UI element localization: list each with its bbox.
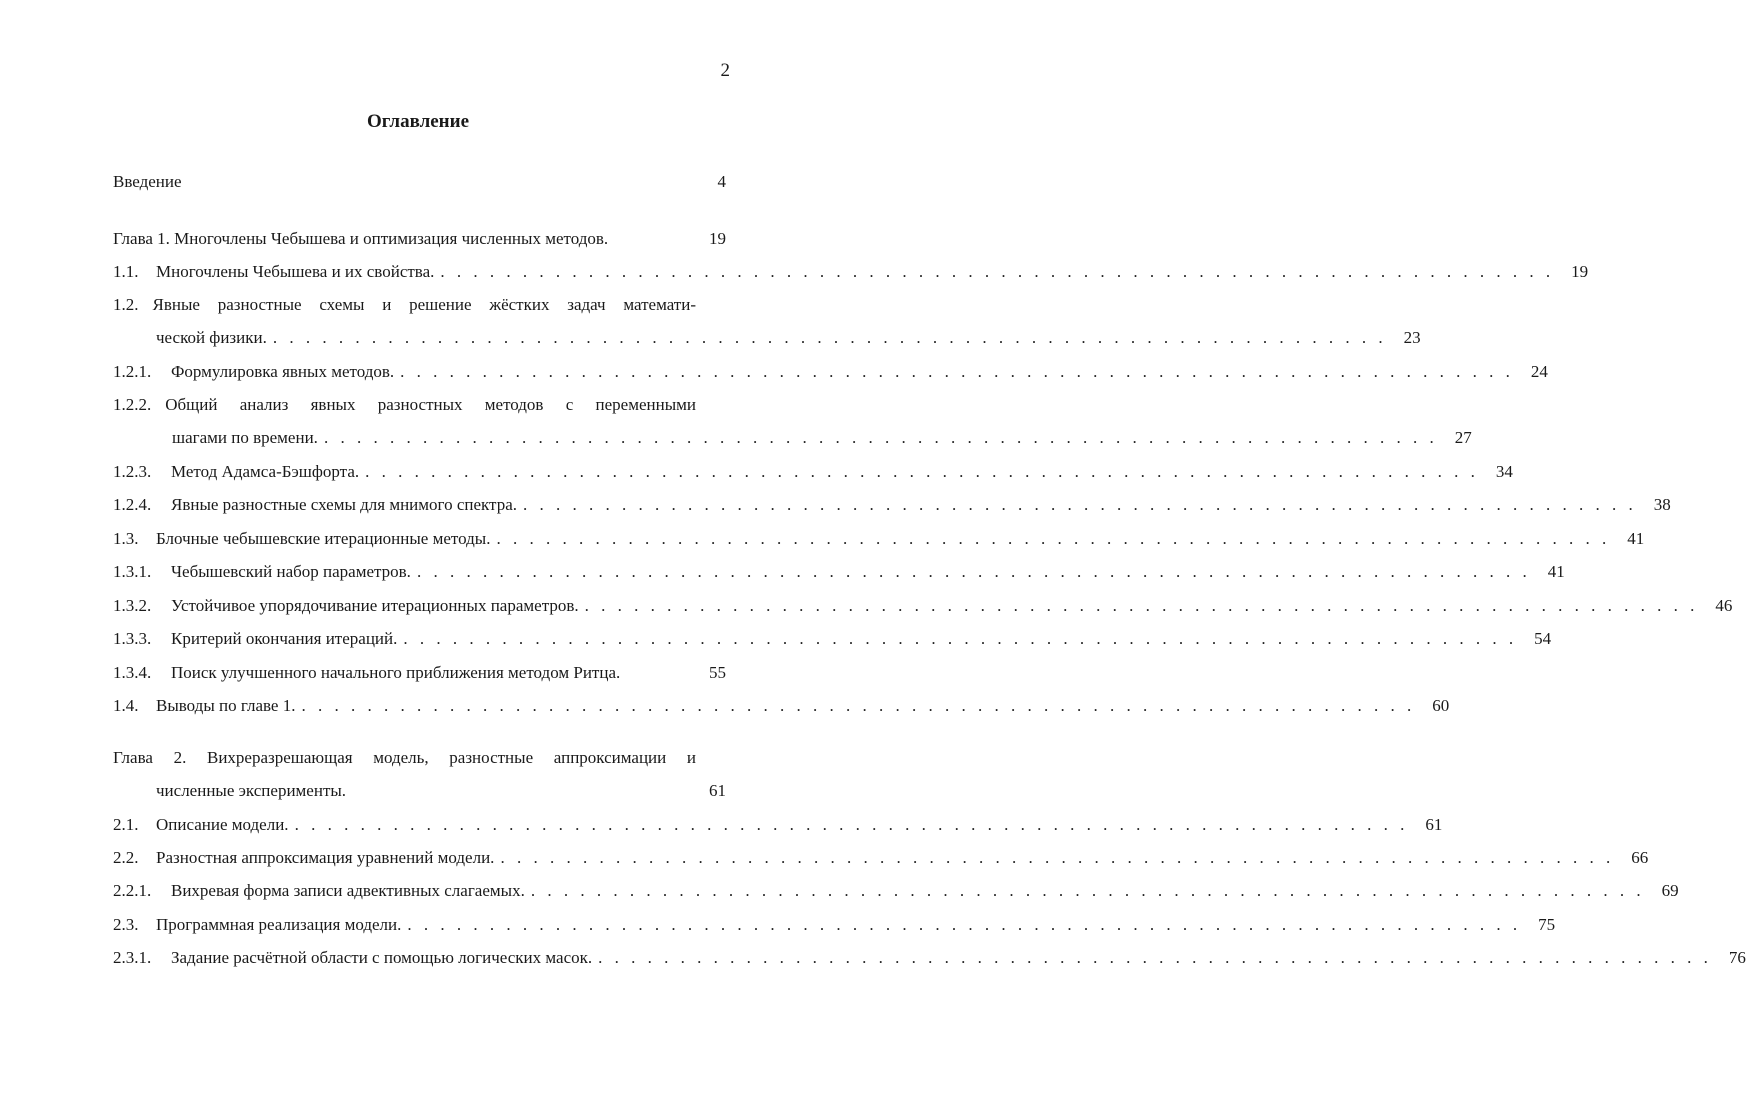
toc-entry-number: 1.2.3.: [113, 462, 152, 481]
toc-entry-text: Задание расчётной области с помощью логических масок.: [171, 948, 593, 967]
toc-entry-number: 2.2.: [113, 848, 139, 867]
toc-entry-page: 75: [1538, 915, 1556, 934]
toc-entry-1-2-line1[interactable]: [113, 292, 696, 318]
toc-entry-page: 19: [709, 229, 726, 248]
toc-entry-text: Глава 1. Многочлены Чебышева и оптимизация численных методов.: [113, 229, 609, 248]
toc-entry-text: численные эксперименты.: [156, 781, 347, 800]
toc-dot-leader: [434, 259, 1554, 285]
toc-entry-number: 2.2.1.: [113, 881, 152, 900]
toc-entry-text: Поиск улучшенного начального приближения методом Ритца.: [171, 663, 621, 682]
toc-entry-text: шагами по времени.: [172, 428, 318, 447]
toc-entry-page: 60: [1432, 696, 1450, 715]
toc-entry-page: 34: [1495, 462, 1513, 481]
toc-entry-text: Чебышевский набор параметров.: [171, 562, 411, 581]
toc-entry-text: Блочные чебышевские итерационные методы.: [156, 529, 491, 548]
page-title: Оглавление: [366, 111, 470, 132]
toc-entry-text: Явные разностные схемы и решение жёстких задач математи-: [152, 295, 696, 314]
toc-entry-text: Устойчивое упорядочивание итерационных параметров.: [171, 596, 579, 615]
toc-entry-2-2-1[interactable]: [113, 878, 1679, 904]
toc-entry-text: Явные разностные схемы для мнимого спектра.: [171, 495, 517, 514]
toc-entry-chapter-2-line1[interactable]: [113, 745, 696, 771]
toc-entry-text: Разностная аппроксимация уравнений модели.: [156, 848, 495, 867]
toc-entry-text: ческой физики.: [156, 328, 267, 347]
toc-dot-leader: [397, 626, 1517, 652]
toc-dot-leader: [525, 878, 1645, 904]
toc-entry-1-2-line2[interactable]: [156, 325, 1421, 351]
toc-dot-leader: [490, 526, 1610, 552]
toc-entry-number: 1.2.2.: [113, 395, 152, 414]
toc-dot-leader: [394, 359, 1514, 385]
toc-dot-leader: [267, 325, 1387, 351]
toc-entry-number: 2.1.: [113, 815, 139, 834]
toc-entry-text: Общий анализ явных разностных методов с переменными: [165, 395, 696, 414]
toc-entry-page: 54: [1534, 629, 1552, 648]
toc-entry-2-2[interactable]: [113, 845, 1649, 871]
toc-entry-1-3-4[interactable]: [113, 660, 726, 686]
toc-entry-1-1[interactable]: [113, 259, 1589, 285]
toc-entry-text: Многочлены Чебышева и их свойства.: [156, 262, 435, 281]
toc-entry-1-2-4[interactable]: [113, 492, 1671, 518]
toc-entry-text: Формулировка явных методов.: [171, 362, 395, 381]
toc-dot-leader: [295, 693, 1415, 719]
toc-entry-number: 1.3.2.: [113, 596, 152, 615]
toc-entry-intro[interactable]: [113, 169, 726, 195]
toc-entry-page: 38: [1653, 495, 1671, 514]
toc-entry-number: 1.2.1.: [113, 362, 152, 381]
toc-entry-page: 19: [1571, 262, 1589, 281]
toc-entry-text: Выводы по главе 1.: [156, 696, 296, 715]
toc-entry-page: 46: [1715, 596, 1733, 615]
toc-entry-number: 2.3.: [113, 915, 139, 934]
toc-dot-leader: [579, 593, 1699, 619]
toc-dot-leader: [494, 845, 1614, 871]
toc-entry-text: Описание модели.: [156, 815, 289, 834]
toc-entry-text: Глава 2. Вихреразрешающая модель, разностные аппроксимации и: [113, 748, 696, 767]
toc-entry-page: 23: [1403, 328, 1421, 347]
toc-dot-leader: [401, 912, 1521, 938]
toc-entry-page: 66: [1631, 848, 1649, 867]
toc-entry-number: 1.2.: [113, 295, 139, 314]
toc-entry-1-3-2[interactable]: [113, 593, 1733, 619]
toc-entry-text: Программная реализация модели.: [156, 915, 402, 934]
toc-entry-number: 1.3.3.: [113, 629, 152, 648]
toc-dot-leader: [592, 945, 1712, 971]
toc-entry-1-2-2-line2[interactable]: [172, 425, 1472, 451]
toc-dot-leader: [289, 812, 1409, 838]
toc-entry-number: 1.3.: [113, 529, 139, 548]
toc-entry-number: 1.1.: [113, 262, 139, 281]
toc-entry-page: 41: [1547, 562, 1565, 581]
toc-entry-2-1[interactable]: [113, 812, 1443, 838]
toc-entry-1-4[interactable]: [113, 693, 1450, 719]
toc-entry-number: 1.2.4.: [113, 495, 152, 514]
toc-entry-page: 41: [1627, 529, 1645, 548]
toc-entry-1-3[interactable]: [113, 526, 1645, 552]
toc-entry-chapter-2-line2[interactable]: [156, 778, 726, 804]
toc-entry-page: 55: [709, 663, 726, 682]
toc-entry-page: 24: [1530, 362, 1548, 381]
toc-entry-page: 61: [709, 781, 726, 800]
toc-entry-chapter-1[interactable]: [113, 226, 726, 252]
toc-entry-1-2-3[interactable]: [113, 459, 1513, 485]
toc-entry-text: Введение: [113, 172, 182, 191]
toc-entry-1-2-2-line1[interactable]: [113, 392, 696, 418]
toc-entry-text: Вихревая форма записи адвективных слагаемых.: [171, 881, 525, 900]
toc-entry-2-3-1[interactable]: [113, 945, 1746, 971]
toc-entry-number: 1.3.1.: [113, 562, 152, 581]
toc-entry-text: Критерий окончания итераций.: [171, 629, 398, 648]
toc-dot-leader: [411, 559, 1531, 585]
toc-entry-2-3[interactable]: [113, 912, 1556, 938]
toc-entry-page: 61: [1425, 815, 1443, 834]
toc-dot-leader: [318, 425, 1438, 451]
toc-entry-number: 2.3.1.: [113, 948, 152, 967]
toc-dot-leader: [517, 492, 1637, 518]
toc-dot-leader: [359, 459, 1479, 485]
toc-entry-number: 1.3.4.: [113, 663, 152, 682]
toc-entry-number: 1.4.: [113, 696, 139, 715]
toc-entry-page: 76: [1728, 948, 1746, 967]
toc-entry-page: 27: [1454, 428, 1472, 447]
toc-entry-1-3-1[interactable]: [113, 559, 1565, 585]
toc-entry-1-2-1[interactable]: [113, 359, 1548, 385]
page-number: 2: [720, 60, 730, 81]
toc-entry-1-3-3[interactable]: [113, 626, 1552, 652]
toc-entry-page: 4: [717, 172, 726, 191]
toc-entry-page: 69: [1661, 881, 1679, 900]
toc-entry-text: Метод Адамса-Бэшфорта.: [171, 462, 360, 481]
